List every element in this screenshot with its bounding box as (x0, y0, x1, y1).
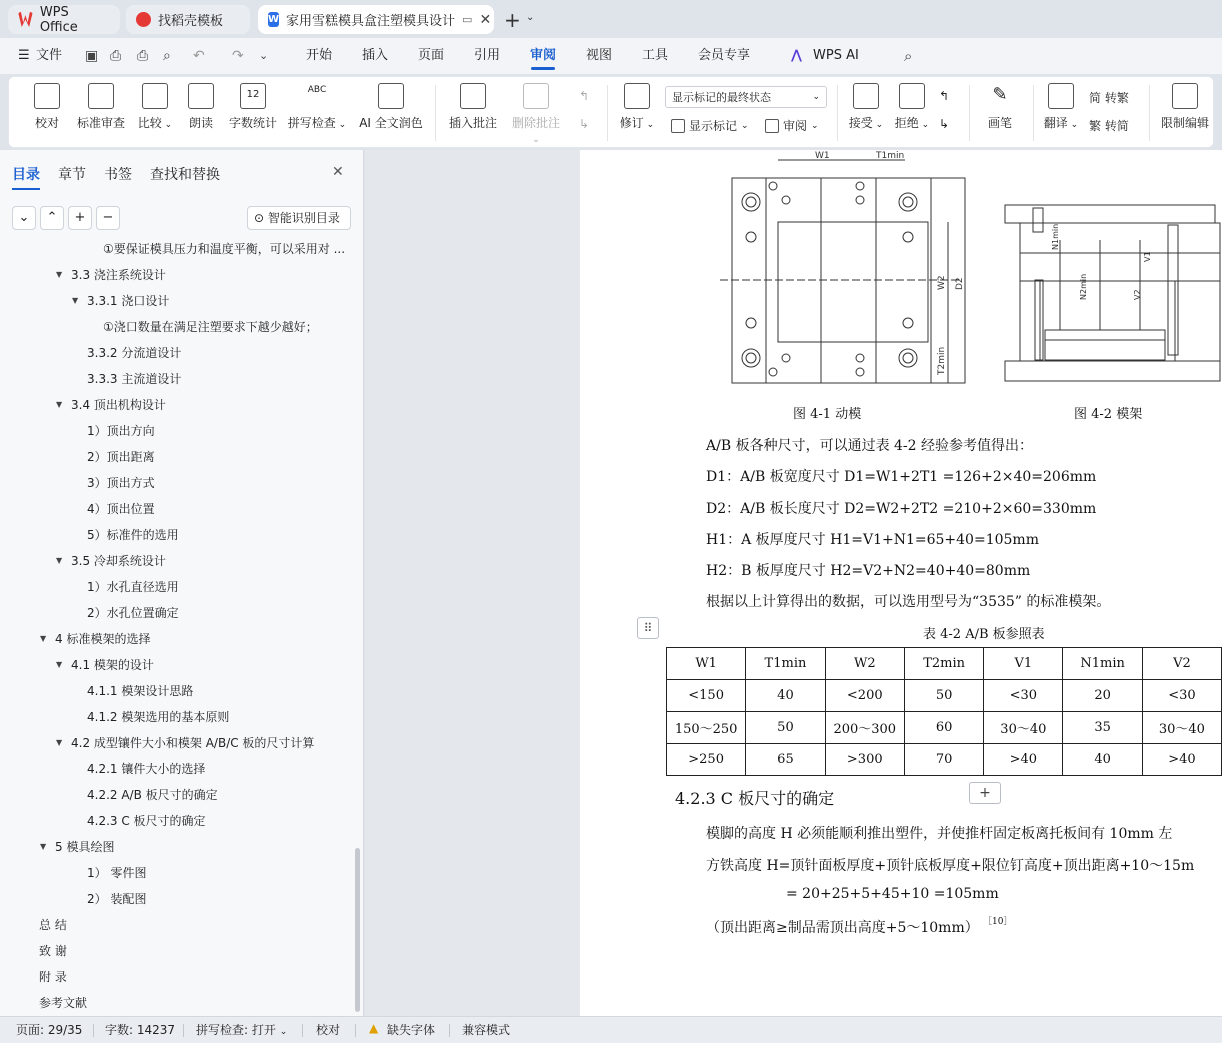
review-pane-button[interactable]: 审阅 ⌄ (765, 117, 819, 134)
accept-icon (853, 83, 879, 109)
missing-font-indicator[interactable]: 缺失字体 (387, 1023, 436, 1037)
next-change-icon[interactable]: ↳ (939, 117, 950, 131)
delete-comment-icon (523, 83, 549, 109)
tab-bookmarks[interactable]: 书签 (104, 167, 132, 183)
read-aloud-button[interactable]: 朗读 (186, 81, 216, 131)
table-cell[interactable]: 20 (1063, 680, 1142, 712)
next-comment-icon[interactable]: ↳ (579, 117, 590, 131)
warning-icon: ▲ (369, 1021, 379, 1035)
print-icon[interactable]: ⎙ (137, 48, 149, 64)
table-cell[interactable]: W2 (825, 648, 904, 680)
prev-change-icon[interactable]: ↰ (939, 89, 950, 103)
table-cell[interactable]: 30～40 (984, 712, 1063, 744)
proofread-indicator[interactable]: 校对 (316, 1023, 341, 1037)
word-doc-icon: W (268, 14, 280, 25)
spell-check-indicator[interactable]: 拼写检查: 打开 ⌄ (196, 1023, 288, 1037)
compat-mode-indicator[interactable]: 兼容模式 (462, 1023, 511, 1037)
toc-item[interactable]: 参考文献 (39, 996, 88, 1010)
toc-item[interactable]: 4.2.2 A/B 板尺寸的确定 (87, 788, 218, 802)
label-n1min: N1min (1051, 223, 1060, 250)
proofread-button[interactable]: 校对 (31, 81, 63, 131)
monitor-icon[interactable]: ▭ (462, 13, 473, 26)
table-cell[interactable]: >250 (667, 744, 746, 776)
citation-mark: ［10］ (983, 917, 1013, 927)
menu-tools[interactable]: 工具 (642, 48, 669, 63)
doc-line: D2：A/B 板长度尺寸 D2=W2+2T2 =210+2×60=330mm (706, 501, 1097, 517)
toc-expand-caret-icon[interactable]: ▼ (56, 556, 63, 565)
smart-toc-button[interactable]: ⊙ 智能识别目录 (247, 206, 351, 230)
navigation-pane (0, 150, 364, 1016)
label-t2min: T2min (937, 346, 947, 375)
toc-expand-caret-icon[interactable]: ▼ (40, 634, 47, 643)
figure-mold-base (1005, 205, 1220, 381)
search-icon[interactable]: ⌕ (904, 47, 913, 65)
revise-icon (624, 83, 650, 109)
table-caption: 表 4-2 A/B 板参照表 (923, 627, 1045, 642)
ribbon-separator (837, 85, 838, 141)
doc-line: 根据以上计算得出的数据，可以选用型号为“3535” 的标准模架。 (706, 594, 1111, 610)
status-bar (0, 1016, 1222, 1043)
standard-review-icon (88, 83, 114, 109)
label-w1: W1 (815, 151, 830, 161)
title-bar (0, 0, 1222, 38)
toc-item[interactable]: 4.2.3 C 板尺寸的确定 (87, 814, 206, 828)
doc-line: D1：A/B 板宽度尺寸 D1=W1+2T1 =126+2×40=206mm (706, 469, 1097, 485)
doc-line: H2：B 板厚度尺寸 H2=V2+N2=40+40=80mm (706, 563, 1031, 579)
menu-page[interactable]: 页面 (418, 48, 445, 63)
table-cell[interactable]: >40 (1142, 744, 1221, 776)
show-markup-button[interactable]: 显示标记 ⌄ (671, 117, 749, 134)
table-cell[interactable]: N1min (1063, 648, 1142, 680)
table-cell[interactable]: T2min (904, 648, 983, 680)
label-d2: D2 (955, 277, 965, 290)
toc-expand-caret-icon[interactable]: ▼ (72, 296, 79, 305)
reference-table[interactable] (666, 647, 1222, 776)
table-cell[interactable]: 40 (746, 680, 825, 712)
tab-toc[interactable]: 目录 (12, 164, 40, 184)
menu-home[interactable]: 开始 (306, 48, 333, 63)
markup-state-select[interactable]: 显示标记的最终状态 ⌄ (665, 86, 827, 108)
to-traditional-button[interactable]: 简 转繁 (1089, 91, 1129, 105)
ai-polish-icon (378, 83, 404, 109)
table-cell[interactable]: 70 (904, 744, 983, 776)
tab-find-replace[interactable]: 查找和替换 (150, 167, 220, 183)
toc-item[interactable]: 4 标准模架的选择 (55, 632, 151, 646)
toc-expand-caret-icon[interactable]: ▼ (40, 842, 47, 851)
undo-icon[interactable]: ↶ (193, 48, 205, 64)
collapse-up-button[interactable]: ⌃ (40, 206, 64, 230)
label-w2: W2 (937, 275, 947, 290)
pen-icon: ✎ (992, 84, 1008, 105)
table-cell[interactable]: V1 (984, 648, 1063, 680)
word-count-indicator[interactable]: 字数: 14237 (105, 1023, 176, 1037)
wps-ai-icon: ⋀ (791, 48, 802, 63)
toc-expand-caret-icon[interactable]: ▼ (56, 270, 63, 279)
ribbon-separator (1149, 85, 1150, 141)
table-cell[interactable]: <150 (667, 680, 746, 712)
label-v1: V1 (1143, 251, 1152, 262)
ribbon-separator (1033, 85, 1034, 141)
insert-comment-button[interactable]: 插入批注 (447, 81, 499, 131)
toc-expand-caret-icon[interactable]: ▼ (56, 400, 63, 409)
standard-review-button[interactable]: 标准审查 (75, 81, 127, 131)
doc-line: H1：A 板厚度尺寸 H1=V1+N1=65+40=105mm (706, 532, 1039, 548)
ribbon-separator (969, 85, 970, 141)
add-row-button[interactable]: + (969, 782, 1001, 804)
toc-item[interactable]: 3.3.3 主流道设计 (87, 372, 182, 386)
toc-item[interactable]: 1） 零件图 (87, 866, 147, 880)
tab-chapters[interactable]: 章节 (58, 167, 86, 183)
table-row (667, 680, 1222, 712)
table-cell[interactable]: W1 (667, 648, 746, 680)
sidebar-scrollbar[interactable] (355, 848, 360, 1012)
table-cell[interactable]: 150～250 (667, 712, 746, 744)
table-handle-icon[interactable]: ⠿ (637, 617, 659, 639)
export-icon[interactable]: ⎙ (110, 48, 122, 64)
toc-item[interactable]: 3.4 顶出机构设计 (71, 398, 166, 412)
label-v2: V2 (1133, 289, 1142, 300)
table-cell[interactable]: <30 (984, 680, 1063, 712)
toc-item[interactable]: 附 录 (39, 970, 67, 984)
translate-icon (1048, 83, 1074, 109)
spell-check-icon: ABC (307, 85, 327, 95)
prev-comment-icon[interactable]: ↰ (579, 89, 590, 103)
menu-member[interactable]: 会员专享 (698, 48, 751, 63)
menu-wps-ai[interactable]: WPS AI (813, 48, 859, 63)
toc-item[interactable]: 4.1 模架的设计 (71, 658, 154, 672)
toc-item[interactable]: 1）顶出方向 (87, 424, 155, 438)
compare-button[interactable]: 比较 ⌄ (135, 81, 175, 131)
word-count-button[interactable]: 12 字数统计 (227, 81, 279, 131)
section-heading: 4.2.3 C 板尺寸的确定 (675, 789, 835, 808)
chevron-down-icon: ⌄ (279, 1027, 288, 1037)
show-markup-icon (671, 119, 685, 133)
toc-item[interactable]: 3）顶出方式 (87, 476, 155, 490)
figure-moving-mold (720, 160, 965, 383)
review-pane-icon (765, 119, 779, 133)
toc-item[interactable]: 5）标准件的选用 (87, 528, 179, 542)
table-cell[interactable]: T1min (746, 648, 825, 680)
toc-item[interactable]: ①浇口数量在满足注塑要求下越少越好； (103, 320, 318, 334)
insert-comment-icon (460, 83, 486, 109)
redo-icon[interactable]: ↷ (232, 48, 244, 64)
proofread-icon (34, 83, 60, 109)
ribbon-toolbar (8, 76, 1214, 148)
doc-line: A/B 板各种尺寸，可以通过表 4-2 经验参考值得出： (706, 438, 1034, 454)
more-chevron-icon[interactable]: ⌄ (259, 49, 269, 62)
reject-icon (899, 83, 925, 109)
menu-reference[interactable]: 引用 (474, 48, 501, 63)
delete-comment-button[interactable]: 删除批注 ⌄ (507, 81, 565, 145)
ribbon-separator (607, 85, 608, 141)
doc-paragraph: 模脚的高度 H 必须能顺利推出塑件，并使推杆固定板离托板间有 10mm 左 (706, 826, 1173, 842)
close-tab-icon[interactable]: ✕ (479, 11, 492, 28)
toc-item[interactable]: 4.1.2 模架选用的基本原则 (87, 710, 230, 724)
add-heading-button[interactable]: + (68, 206, 92, 230)
toc-item[interactable]: 4.2.1 镶件大小的选择 (87, 762, 206, 776)
tab-document[interactable]: W 家用雪糕模具盒注塑模具设计 ▭ ✕ (258, 5, 494, 34)
doc-paragraph: （顶出距离≥制品需顶出高度+5～10mm） (706, 920, 979, 936)
table-row (667, 744, 1222, 776)
menu-review[interactable]: 审阅 (530, 38, 556, 74)
ribbon-separator (435, 85, 436, 141)
menu-insert[interactable]: 插入 (362, 48, 389, 63)
read-aloud-icon (188, 83, 214, 109)
restrict-edit-icon (1172, 83, 1198, 109)
toc-item[interactable]: ①要保证模具压力和温度平衡，可以采用对 ... (103, 242, 346, 256)
table-cell[interactable]: 40 (1063, 744, 1142, 776)
table-cell[interactable]: 30～40 (1142, 712, 1221, 744)
smart-toc-icon: ⊙ (254, 211, 268, 225)
toc-expand-caret-icon[interactable]: ▼ (56, 738, 63, 747)
toc-item[interactable]: 3.3.2 分流道设计 (87, 346, 182, 360)
toc-item[interactable]: 致 谢 (39, 944, 67, 958)
table-cell[interactable]: <200 (825, 680, 904, 712)
table-cell[interactable]: 200～300 (825, 712, 904, 744)
menu-view[interactable]: 视图 (586, 48, 613, 63)
toc-expand-caret-icon[interactable]: ▼ (56, 660, 63, 669)
toc-item[interactable]: 4）顶出位置 (87, 502, 155, 516)
table-cell[interactable]: 60 (904, 712, 983, 744)
remove-heading-button[interactable]: − (96, 206, 120, 230)
wps-logo-icon (18, 12, 33, 27)
compare-icon (142, 83, 168, 109)
toc-item[interactable]: 2）水孔位置确定 (87, 606, 179, 620)
accept-button[interactable]: 接受 ⌄ (847, 81, 885, 131)
toc-item[interactable]: 2） 装配图 (87, 892, 147, 906)
label-n2min: N2min (1079, 273, 1088, 300)
menu-file[interactable]: 文件 (36, 48, 63, 63)
toc-item[interactable]: 3.3 浇注系统设计 (71, 268, 166, 282)
save-icon[interactable]: ▣ (85, 48, 99, 64)
reject-button[interactable]: 拒绝 ⌄ (893, 81, 931, 131)
pen-button[interactable]: ✎ 画笔 (987, 84, 1012, 130)
table-cell[interactable]: 65 (746, 744, 825, 776)
menu-bar (0, 38, 1222, 74)
mold-figures (700, 150, 1222, 390)
table-header-row (667, 648, 1222, 680)
table-cell[interactable]: V2 (1142, 648, 1221, 680)
toc-item[interactable]: 2）顶出距离 (87, 450, 155, 464)
print-preview-icon[interactable]: ⌕ (163, 48, 171, 64)
spell-check-button[interactable]: ABC 拼写检查 ⌄ (287, 85, 347, 130)
tab-list-chevron-icon[interactable]: ⌄ (526, 12, 535, 23)
table-cell[interactable]: <30 (1142, 680, 1221, 712)
tab-docer[interactable]: 找稻壳模板 (126, 5, 250, 34)
doc-paragraph: = 20+25+5+45+10 =105mm (786, 886, 999, 902)
doc-paragraph: 方铁高度 H=顶针面板厚度+顶针底板厚度+限位钉高度+顶出距离+10～15m (706, 858, 1195, 874)
table-cell[interactable]: 50 (746, 712, 825, 744)
table-cell[interactable]: >300 (825, 744, 904, 776)
collapse-down-button[interactable]: ⌄ (12, 206, 36, 230)
menu-icon[interactable]: ☰ (18, 48, 30, 63)
toc-item[interactable]: 总 结 (39, 918, 67, 932)
table-cell[interactable]: 35 (1063, 712, 1142, 744)
translate-button[interactable]: 翻译 ⌄ (1041, 81, 1081, 131)
toc-item[interactable]: 5 模具绘图 (55, 840, 115, 854)
page-indicator[interactable]: 页面: 29/35 (16, 1023, 83, 1037)
tab-wps-office[interactable]: WPS Office (8, 5, 120, 34)
table-cell[interactable]: >40 (984, 744, 1063, 776)
ai-polish-button[interactable]: AI 全文润色 (357, 81, 425, 131)
figure-caption-4-1: 图 4-1 动模 (793, 407, 862, 422)
restrict-edit-button[interactable]: 限制编辑 (1159, 81, 1211, 131)
docer-icon (136, 12, 151, 27)
word-count-icon: 12 (240, 83, 266, 109)
new-tab-icon[interactable]: + (504, 8, 521, 32)
toc-item[interactable]: 1）水孔直径选用 (87, 580, 179, 594)
chevron-down-icon: ⌄ (812, 92, 820, 102)
figure-caption-4-2: 图 4-2 模架 (1074, 407, 1143, 422)
to-simplified-button[interactable]: 繁 转简 (1089, 119, 1129, 133)
toc-item[interactable]: 4.1.1 模架设计思路 (87, 684, 194, 698)
revise-button[interactable]: 修订 ⌄ (617, 81, 657, 131)
toc-item[interactable]: 3.3.1 浇口设计 (87, 294, 170, 308)
table-row (667, 712, 1222, 744)
toc-item[interactable]: 4.2 成型镶件大小和模架 A/B/C 板的尺寸计算 (71, 736, 315, 750)
close-pane-icon[interactable]: ✕ (332, 164, 344, 180)
toc-item[interactable]: 3.5 冷却系统设计 (71, 554, 166, 568)
table-cell[interactable]: 50 (904, 680, 983, 712)
label-t1min: T1min (876, 151, 905, 161)
